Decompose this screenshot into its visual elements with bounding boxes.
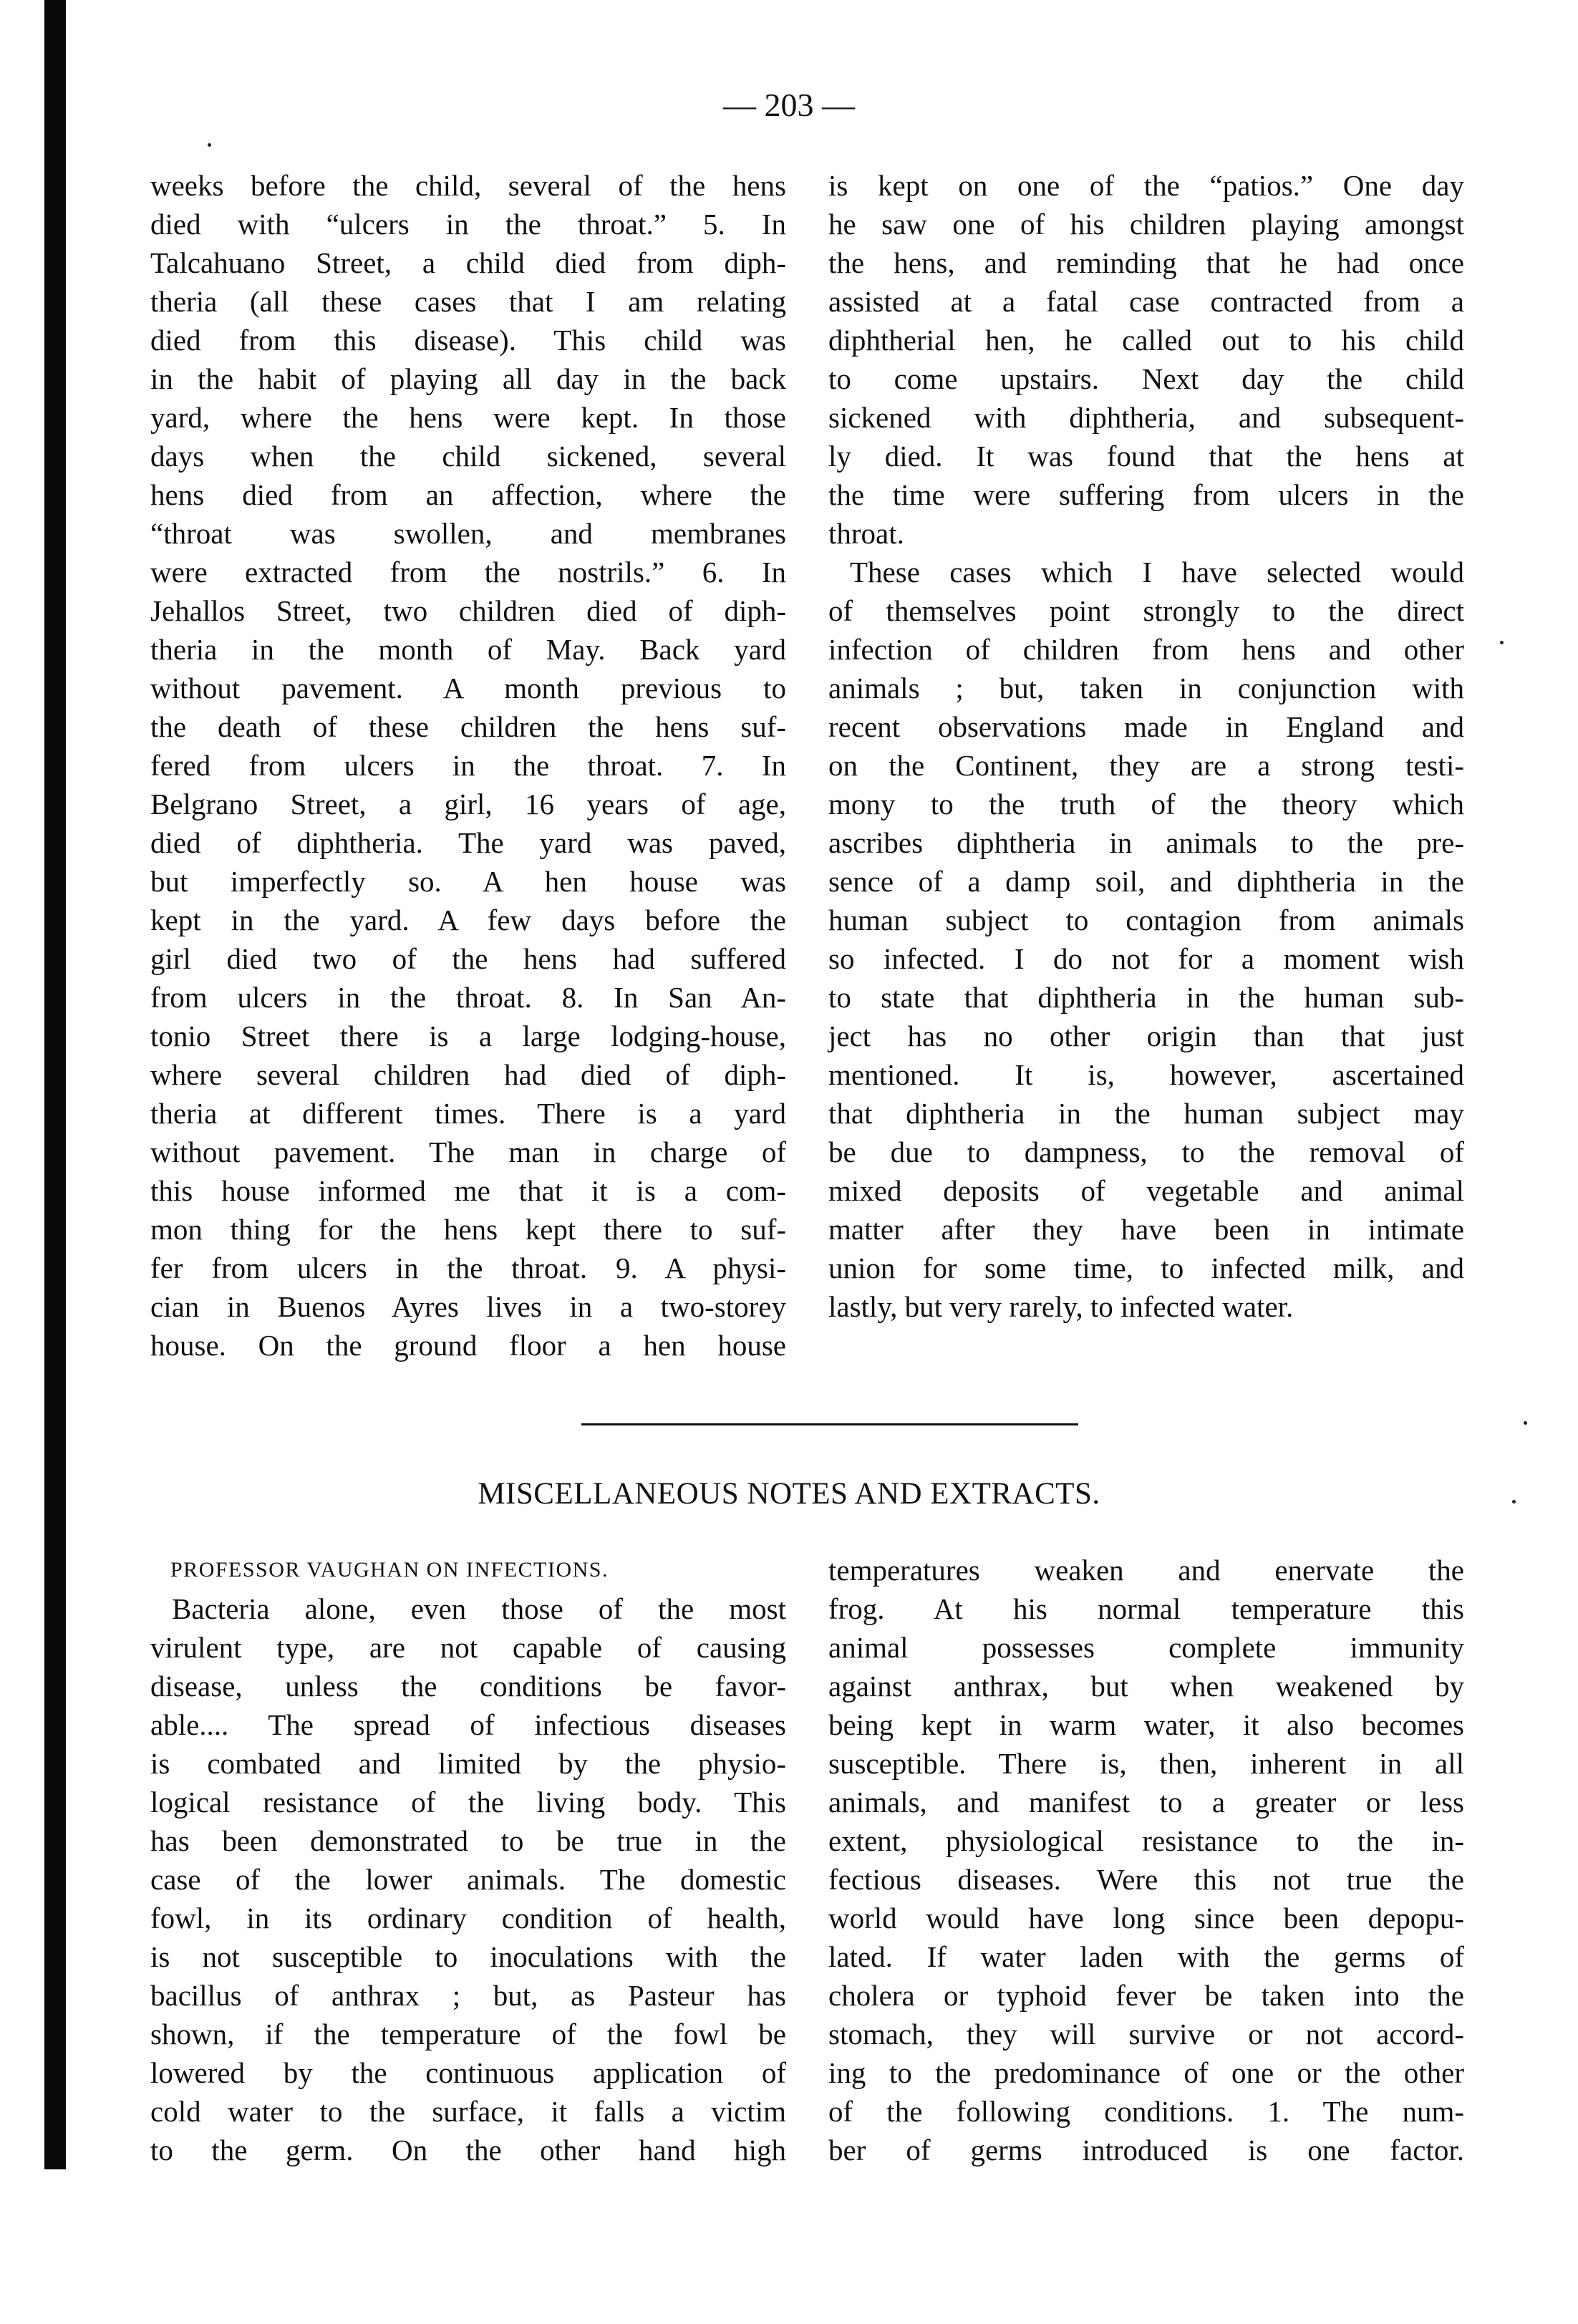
text-line: fered from ulcers in the throat. 7. In <box>150 749 786 782</box>
text-line: of themselves point strongly to the direct <box>828 594 1464 627</box>
text-line: theria at different times. There is a yard <box>150 1097 786 1130</box>
column-bottom-right <box>828 1551 1464 2169</box>
text-line: tonio Street there is a large lodging-house, <box>150 1020 786 1052</box>
text-line: theria in the month of May. Back yard <box>150 633 786 666</box>
text-line: mony to the truth of the theory which <box>828 788 1464 820</box>
text-line: hens died from an affection, where the <box>150 478 786 511</box>
text-line: from ulcers in the throat. 8. In San An- <box>150 981 786 1014</box>
text-line: susceptible. There is, then, inherent in all <box>828 1747 1464 1780</box>
page-number: — 203 — <box>723 87 855 123</box>
text-line: union for some time, to infected milk, and <box>828 1251 1464 1284</box>
scan-binding-edge <box>44 0 66 2169</box>
text-line: fowl, in its ordinary condition of health, <box>150 1902 786 1935</box>
text-line: so infected. I do not for a moment wish <box>828 942 1464 975</box>
text-line: in the habit of playing all day in the back <box>150 362 786 395</box>
text-line: logical resistance of the living body. This <box>150 1786 786 1819</box>
text-line: lated. If water laden with the germs of <box>828 1940 1464 1973</box>
text-line: stomach, they will survive or not accord- <box>828 2018 1464 2051</box>
text-line: sickened with diphtheria, and subsequent- <box>828 401 1464 434</box>
text-line: died from this disease). This child was <box>150 324 786 357</box>
text-line: died with “ulcers in the throat.” 5. In <box>150 208 786 241</box>
text-line: ascribes diphtheria in animals to the pre- <box>828 826 1464 859</box>
column-top-right <box>828 166 1464 1326</box>
text-line: mixed deposits of vegetable and animal <box>828 1174 1464 1207</box>
text-line: is not susceptible to inoculations with the <box>150 1940 786 1973</box>
text-line: cian in Buenos Ayres lives in a two-storey <box>150 1290 786 1323</box>
text-line: ly died. It was found that the hens at <box>828 440 1464 473</box>
text-line: of the following conditions. 1. The num- <box>828 2095 1464 2128</box>
text-line: where several children had died of diph- <box>150 1058 786 1091</box>
article-subheading: PROFESSOR VAUGHAN ON INFECTIONS. <box>170 1558 609 1582</box>
text-line: that diphtheria in the human subject may <box>828 1097 1464 1130</box>
text-line: sence of a damp soil, and diphtheria in the <box>828 865 1464 898</box>
text-line: died of diphtheria. The yard was paved, <box>150 826 786 859</box>
text-line: days when the child sickened, several <box>150 440 786 473</box>
text-line: but imperfectly so. A hen house was <box>150 865 786 898</box>
text-line: virulent type, are not capable of causing <box>150 1631 786 1664</box>
text-line: weeks before the child, several of the hens <box>150 169 786 202</box>
text-line: be due to dampness, to the removal of <box>828 1136 1464 1168</box>
text-line: extent, physiological resistance to the in- <box>828 1824 1464 1857</box>
text-line: ject has no other origin than that just <box>828 1020 1464 1052</box>
scan-speck <box>1500 641 1504 644</box>
text-line: mon thing for the hens kept there to suf- <box>150 1213 786 1246</box>
text-line: ing to the predominance of one or the other <box>828 2056 1464 2089</box>
text-line: this house informed me that it is a com- <box>150 1174 786 1207</box>
section-divider <box>581 1423 1078 1425</box>
text-line: bacillus of anthrax ; but, as Pasteur has <box>150 1979 786 2012</box>
text-line: to come upstairs. Next day the child <box>828 362 1464 395</box>
text-line: human subject to contagion from animals <box>828 904 1464 936</box>
text-line: Talcahuano Street, a child died from diph- <box>150 246 786 279</box>
article-body-left <box>150 1589 786 2169</box>
text-line: frog. At his normal temperature this <box>828 1592 1464 1625</box>
column-top-left <box>150 166 786 1365</box>
text-line: These cases which I have selected would <box>850 556 1464 589</box>
text-line: has been demonstrated to be true in the <box>150 1824 786 1857</box>
text-line: to the germ. On the other hand high <box>150 2134 786 2166</box>
text-line: “throat was swollen, and membranes <box>150 517 786 550</box>
text-line: without pavement. The man in charge of <box>150 1136 786 1168</box>
text-line: temperatures weaken and enervate the <box>828 1554 1464 1587</box>
text-line: shown, if the temperature of the fowl be <box>150 2018 786 2051</box>
text-line: kept in the yard. A few days before the <box>150 904 786 936</box>
text-line: lowered by the continuous application of <box>150 2056 786 2089</box>
column-bottom-left <box>150 1551 786 2169</box>
text-line: Bacteria alone, even those of the most <box>172 1592 786 1625</box>
text-line: he saw one of his children playing amongst <box>828 208 1464 241</box>
text-line: world would have long since been depopu- <box>828 1902 1464 1935</box>
text-line: animal possesses complete immunity <box>828 1631 1464 1664</box>
text-line: on the Continent, they are a strong testi- <box>828 749 1464 782</box>
text-line: diphtherial hen, he called out to his child <box>828 324 1464 357</box>
text-line: fectious diseases. Were this not true the <box>828 1863 1464 1896</box>
scan-speck <box>1524 1421 1527 1425</box>
text-line: being kept in warm water, it also becomes <box>828 1708 1464 1741</box>
text-line: the death of these children the hens suf- <box>150 710 786 743</box>
text-line: matter after they have been in intimate <box>828 1213 1464 1246</box>
text-line: to state that diphtheria in the human sub- <box>828 981 1464 1014</box>
text-line: were extracted from the nostrils.” 6. In <box>150 556 786 589</box>
text-line: the time were suffering from ulcers in the <box>828 478 1464 511</box>
text-line: without pavement. A month previous to <box>150 672 786 705</box>
text-line: infection of children from hens and other <box>828 633 1464 666</box>
text-line: cholera or typhoid fever be taken into the <box>828 1979 1464 2012</box>
text-line: disease, unless the conditions be favor- <box>150 1670 786 1703</box>
text-line: mentioned. It is, however, ascertained <box>828 1058 1464 1091</box>
text-line: is kept on one of the “patios.” One day <box>828 169 1464 202</box>
scan-speck <box>208 143 211 147</box>
text-line: girl died two of the hens had suffered <box>150 942 786 975</box>
text-line: theria (all these cases that I am relating <box>150 285 786 318</box>
text-line: house. On the ground floor a hen house <box>150 1329 786 1362</box>
text-line: fer from ulcers in the throat. 9. A physi- <box>150 1251 786 1284</box>
text-line: is combated and limited by the physio- <box>150 1747 786 1780</box>
text-line: case of the lower animals. The domestic <box>150 1863 786 1896</box>
text-line: Jehallos Street, two children died of diph- <box>150 594 786 627</box>
text-line: assisted at a fatal case contracted from a <box>828 285 1464 318</box>
text-line: the hens, and reminding that he had once <box>828 246 1464 279</box>
text-line: against anthrax, but when weakened by <box>828 1670 1464 1703</box>
text-line: yard, where the hens were kept. In those <box>150 401 786 434</box>
text-line: animals ; but, taken in conjunction with <box>828 672 1464 705</box>
section-heading: MISCELLANEOUS NOTES AND EXTRACTS. <box>478 1477 1100 1511</box>
text-line: able.... The spread of infectious diseases <box>150 1708 786 1741</box>
text-line: throat. <box>828 517 904 550</box>
text-line: recent observations made in England and <box>828 710 1464 743</box>
text-line: ber of germs introduced is one factor. <box>828 2134 1464 2166</box>
text-line: animals, and manifest to a greater or less <box>828 1786 1464 1819</box>
text-line: Belgrano Street, a girl, 16 years of age, <box>150 788 786 820</box>
text-line: cold water to the surface, it falls a victim <box>150 2095 786 2128</box>
text-line: lastly, but very rarely, to infected water. <box>828 1290 1294 1323</box>
